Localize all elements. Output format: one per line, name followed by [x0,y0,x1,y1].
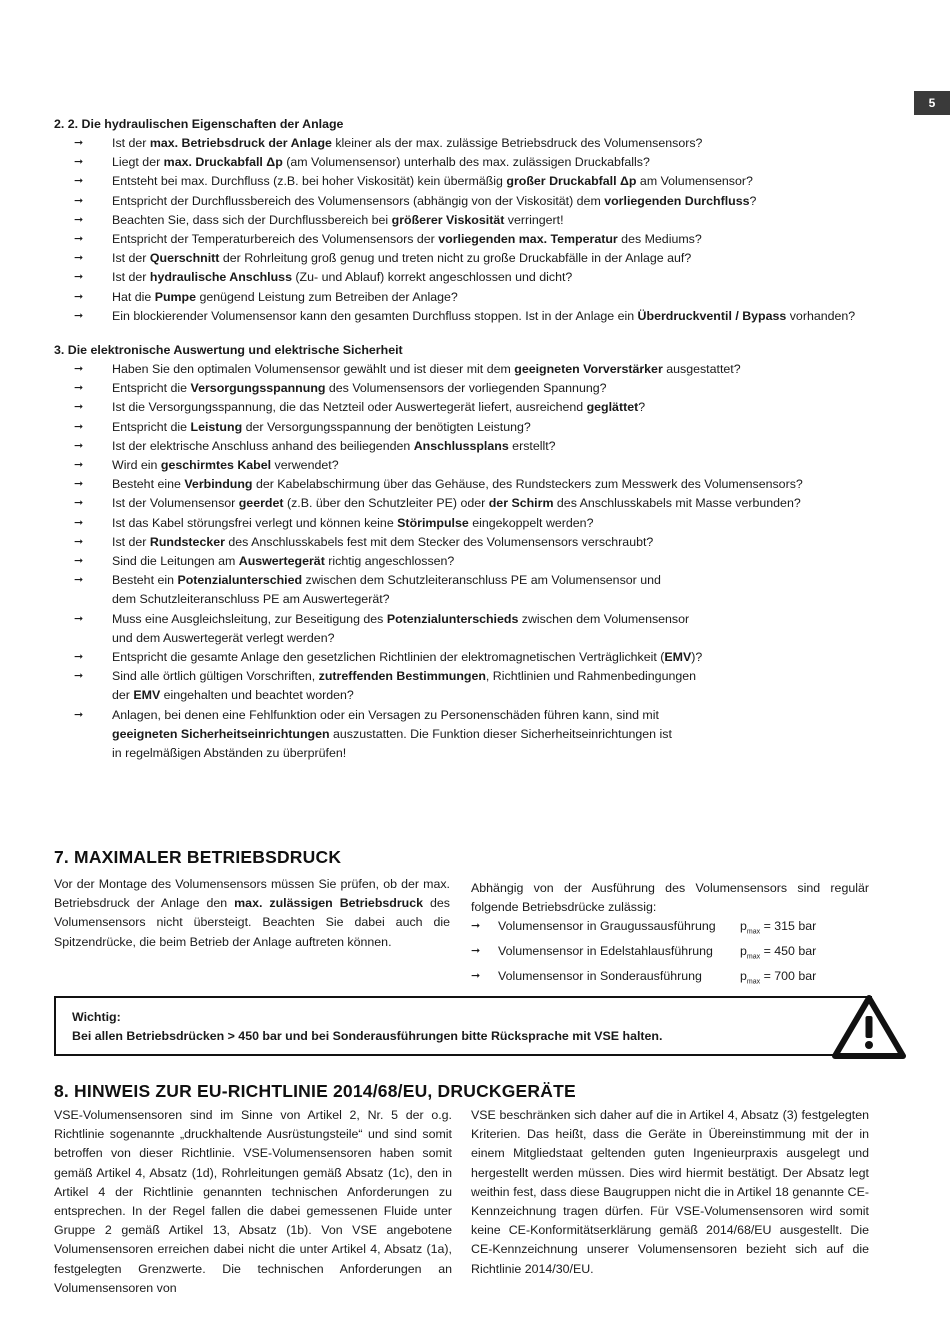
arrow-icon: ➞ [74,478,84,491]
arrow-icon: ➞ [74,156,84,169]
list-item [54,475,884,494]
arrow-icon: ➞ [471,969,481,982]
list-item-text: Entsteht bei max. Durchfluss (z.B. bei hoher Viskosität) kein übermäßig großer Druckabfall Δp am Volumensensor? [112,174,753,189]
max-pressure-right-column [471,879,869,991]
list-item [54,307,884,326]
list-item-text: Anlagen, bei denen eine Fehlfunktion oder ein Versagen zu Personenschäden führen kann, sind mit geeigneten Sicherheitseinrichtungen auszustatten. Die Funktion dieser Sicherheitseinrichtungen ist in regelmäßigen Abständen zu überprüfen! [112,707,672,761]
section-title: 3. Die elektronische Auswertung und elektrische Sicherheit [54,343,403,357]
list-item [54,610,884,648]
list-item-text: Besteht ein Potenzialunterschied zwischen dem Schutzleiteranschluss PE am Volumensensor und dem Schutzleiteranschluss PE am Auswertegerät? [112,573,661,607]
arrow-icon: ➞ [74,574,84,587]
arrow-icon: ➞ [74,708,84,721]
list-item-text: Entspricht die gesamte Anlage den gesetzlichen Richtlinien der elektromagnetischen Verträglichkeit (EMV)? [112,650,703,665]
pressure-label: Volumensensor in Edelstahlausführung [498,944,713,959]
list-item [54,514,884,533]
list-item-text: Liegt der max. Druckabfall Δp (am Volumensensor) unterhalb des max. zulässigen Druckabfalls? [112,155,650,170]
list-item [54,648,884,667]
heading-max-pressure: 7. MAXIMALER BETRIEBSDRUCK [54,847,342,867]
section-title: 2. 2. Die hydraulischen Eigenschaften der Anlage [54,117,344,131]
list-item [54,533,884,552]
list-item [54,192,884,211]
list-item [54,437,884,456]
warning-box [54,996,872,1056]
list-item-text: Ist der Volumensensor geerdet (z.B. über den Schutzleiter PE) oder der Schirm des Anschlusskabels mit Masse verbunden? [112,496,801,511]
list-item [54,418,884,437]
arrow-icon: ➞ [74,175,84,188]
list-item-text: Wird ein geschirmtes Kabel verwendet? [112,458,339,473]
list-item [54,153,884,172]
eu-right-text: VSE beschränken sich daher auf die in Artikel 4, Absatz (3) festgelegten Kriterien. Das heißt, dass die Geräte in Übereinstimmung mit der in einem Mitgliedstaat geltenden guten Ingenieurpraxis ausgelegt und hergestellt werden müssen. Dies wird hiermit bestätigt. Der Absatz legt weithin fest, dass diese Baugruppen nicht die in Artikel 18 genannte CE-Kennzeichnung tragen dürfen. Für VSE-Volumensensoren wird somit keine CE-Konformitätserklärung gemäß 2014/68/EU ausgestellt. Die CE-Kennzeichnung unserer Volumensensoren bezieht sich auf die Richtlinie 2014/30/EU. [471,1108,869,1276]
arrow-icon: ➞ [74,439,84,452]
arrow-icon: ➞ [74,137,84,149]
arrow-icon: ➞ [471,945,481,958]
arrow-icon: ➞ [74,194,84,207]
list-item [54,398,884,417]
arrow-icon: ➞ [471,920,481,933]
list-item [54,230,884,249]
list-item [54,268,884,287]
arrow-icon: ➞ [74,670,84,683]
list-item-text: Entspricht der Durchflussbereich des Volumensensors (abhängig von der Viskosität) dem vorliegenden Durchfluss? [112,193,757,208]
list-item-text: Sind alle örtlich gültigen Vorschriften, zutreffenden Bestimmungen, Richtlinien und Rahmenbedingungen der EMV eingehalten und beachtet worden? [112,669,697,703]
arrow-icon: ➞ [74,612,84,625]
arrow-icon: ➞ [74,213,84,226]
arrow-icon: ➞ [74,363,84,375]
hydraulic-checklist [54,115,884,326]
list-item [54,706,884,764]
list-item-text: Entspricht die Versorgungsspannung des Volumensensors der vorliegenden Spannung? [112,381,607,396]
list-item-text: Ein blockierender Volumensensor kann den gesamten Durchfluss stoppen. Ist in der Anlage ein Überdruckventil / Bypass vorhanden? [112,308,856,323]
warning-triangle-icon [832,994,906,1060]
list-item [54,134,884,153]
pressure-item [471,942,869,967]
arrow-icon: ➞ [74,420,84,433]
arrow-icon: ➞ [74,233,84,246]
list-item [54,211,884,230]
list-item-text: Ist der elektrische Anschluss anhand des beiliegenden Anschlussplans erstellt? [112,438,556,453]
list-item-text: Ist der max. Betriebsdruck der Anlage kleiner als der max. zulässige Betriebsdruck des Volumensensors? [112,136,703,150]
list-item [54,667,884,705]
list-item-text: Entspricht die Leistung der Versorgungsspannung der benötigten Leistung? [112,419,531,434]
list-item-text: Ist der Querschnitt der Rohrleitung groß genug und treten nicht zu große Druckabfälle in der Anlage auf? [112,251,692,266]
list-item-text: Beachten Sie, dass sich der Durchflussbereich bei größerer Viskosität verringert! [112,212,564,227]
list-item [54,494,884,513]
list-item [54,456,884,475]
list-item [54,249,884,268]
arrow-icon: ➞ [74,401,84,414]
pressure-list [471,917,869,991]
list-item-text: Muss eine Ausgleichsleitung, zur Beseitigung des Potenzialunterschieds zwischen dem Volumensensor und dem Auswertegerät verlegt werden? [112,611,690,645]
list-item [54,288,884,307]
pressure-item [471,967,869,992]
list-item-text: Ist der Rundstecker des Anschlusskabels fest mit dem Stecker des Volumensensors verschraubt? [112,534,654,549]
arrow-icon: ➞ [74,382,84,395]
list-item-text: Sind die Leitungen am Auswertegerät richtig angeschlossen? [112,554,455,569]
list-item-text: Ist das Kabel störungsfrei verlegt und können keine Störimpulse eingekoppelt werden? [112,515,594,530]
electronic-checklist [54,341,884,763]
warning-heading: Wichtig: [72,1010,121,1024]
arrow-icon: ➞ [74,290,84,303]
arrow-icon: ➞ [74,497,84,510]
electronic-list [54,360,884,763]
max-pressure-left-text: Vor der Montage des Volumensensors müssen Sie prüfen, ob der max. Betriebsdruck der Anlage den max. zulässigen Betriebsdruck des Volumensensors nicht übersteigt. Beachten Sie dabei auch die Spitzendrücke, die beim Betrieb der Anlage auftreten können. [54,877,450,949]
arrow-icon: ➞ [74,459,84,472]
arrow-icon: ➞ [74,271,84,284]
list-item [54,172,884,191]
list-item-text: Besteht eine Verbindung der Kabelabschirmung über das Gehäuse, des Rundsteckers zum Messwerk des Volumensensors? [112,477,803,492]
pressure-value: $p_{max} = 700$ bar [740,968,817,986]
max-pressure-intro: Abhängig von der Ausführung des Volumensensors sind regulär folgende Betriebsdrücke zulässig: [471,881,869,915]
arrow-icon: ➞ [74,309,84,322]
list-item-text: Ist die Versorgungsspannung, die das Netzteil oder Auswertegerät liefert, ausreichend geglättet? [112,400,646,415]
list-item [54,571,884,609]
eu-left-text: VSE-Volumensensoren sind im Sinne von Artikel 2, Nr. 5 der o.g. Richtlinie sogenannte „druckhaltende Ausrüstungsteile“ und sind somit betroffen von dieser Richtlinie. VSE-Volumensensoren haben somit gemäß Artikel 4, Absatz (1d), Rohrleitungen gemäß Absatz (1c), den in Artikel 4 der Richtlinie genannten technischen Anforderungen zu entsprechen. In der Regel fallen die dabei gemessenen Fluide unter Gruppe 2 gemäß Artikel 13, Absatz (1b). Von VSE angebotene Volumensensoren erreichen dabei nicht die unter Artikel 4, Absatz (1a), festgelegten Grenzwerte. Die technischen Anforderungen an Volumensensoren von [54,1108,452,1295]
page-number-tab: 5 [914,91,950,115]
pressure-value: $p_{max} = 450$ bar [740,944,817,961]
pressure-label: Volumensensor in Sonderausführung [498,968,702,983]
pressure-value: $p_{max} = 315$ bar [740,919,817,936]
arrow-icon: ➞ [74,252,84,265]
list-item-text: Haben Sie den optimalen Volumensensor gewählt und ist dieser mit dem geeigneten Vorverstärker ausgestattet? [112,362,741,376]
heading-eu-directive: 8. HINWEIS ZUR EU-RICHTLINIE 2014/68/EU, DRUCKGERÄTE [54,1081,576,1101]
pressure-item [471,917,869,942]
list-item-text: Ist der hydraulische Anschluss (Zu- und Ablauf) korrekt angeschlossen und dicht? [112,270,573,285]
warning-text: Bei allen Betriebsdrücken > 450 bar und bei Sonderausführungen bitte Rücksprache mit VSE halten. [72,1029,663,1043]
arrow-icon: ➞ [74,516,84,529]
arrow-icon: ➞ [74,555,84,568]
list-item [54,552,884,571]
hydraulic-list [54,134,884,326]
list-item [54,379,884,398]
list-item [54,360,884,379]
pressure-label: Volumensensor in Graugussausführung [498,919,716,934]
list-item-text: Hat die Pumpe genügend Leistung zum Betreiben der Anlage? [112,289,458,304]
arrow-icon: ➞ [74,651,84,664]
list-item-text: Entspricht der Temperaturbereich des Volumensensors der vorliegenden max. Temperatur des Mediums? [112,232,702,247]
arrow-icon: ➞ [74,535,84,548]
